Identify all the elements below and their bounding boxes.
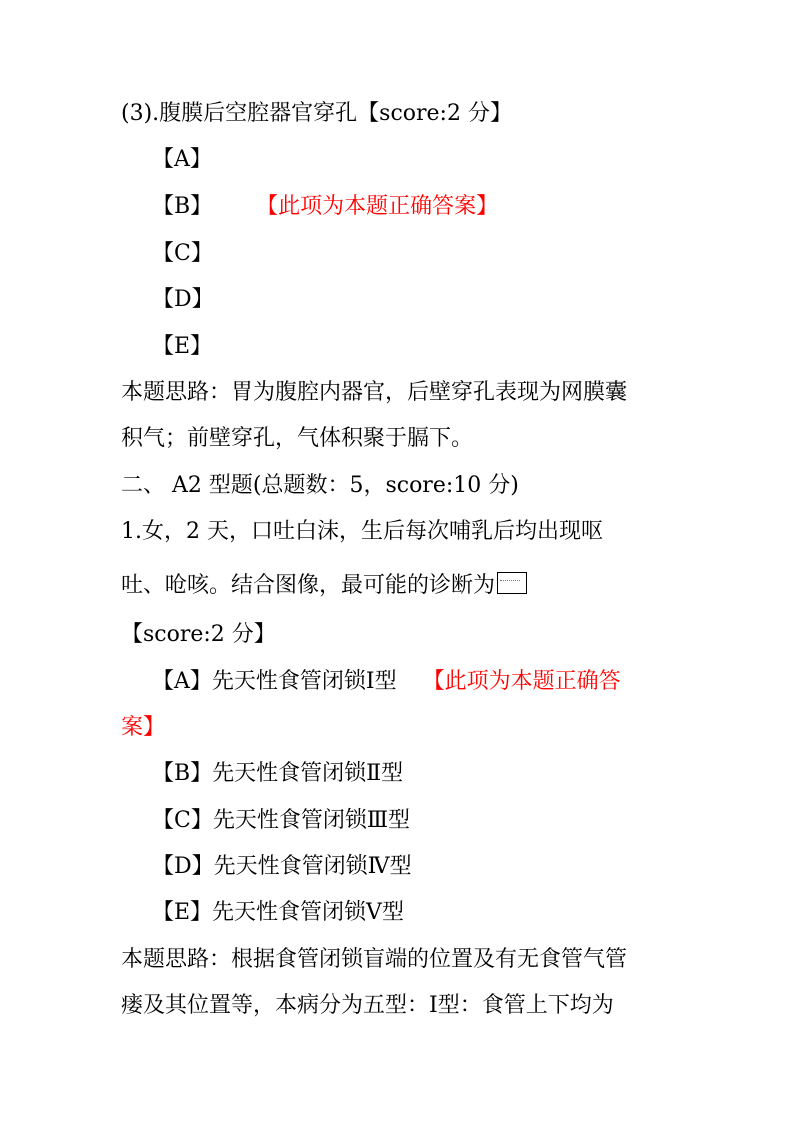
option-text: 【B】先天性食管闭锁Ⅱ型: [152, 761, 404, 786]
image-thumbnail-icon[interactable]: [497, 572, 527, 594]
option-label: 【A】: [152, 147, 212, 172]
section-heading: [121, 471, 519, 501]
question-stem-text: 吐、呛咳。结合图像，最可能的诊断为: [121, 573, 496, 598]
option-text: 【C】先天性食管闭锁Ⅲ型: [152, 808, 411, 833]
question-1-option-b: [152, 759, 403, 789]
option-text: 【E】先天性食管闭锁Ⅴ型: [152, 900, 404, 925]
question-3-option-d: [152, 285, 214, 315]
question-3-option-e: [152, 332, 212, 362]
score-text: 【score:2 分】: [121, 622, 276, 647]
question-1-option-a-continued: [121, 713, 165, 743]
question-1-stem-line-2: [121, 571, 527, 601]
section-heading-text: 二、 A2 型题(总题数：5，score:10 分): [121, 473, 519, 498]
question-1-stem-line-1: [121, 517, 603, 547]
option-label: 【D】: [152, 287, 214, 312]
correct-answer-mark: 【此项为本题正确答: [422, 669, 621, 694]
correct-answer-mark: 案】: [121, 715, 166, 740]
question-1-option-d: [152, 852, 412, 882]
option-text: 【D】先天性食管闭锁Ⅳ型: [152, 854, 412, 879]
analysis-text: 积气；前壁穿孔，气体积聚于膈下。: [121, 426, 474, 451]
question-3-stem-text: (3).腹膜后空腔器官穿孔【score:2 分】: [121, 101, 512, 126]
option-label: 【C】: [152, 241, 213, 266]
option-label: 【B】: [152, 194, 213, 219]
question-1-option-a: [152, 667, 621, 697]
option-text: 【A】先天性食管闭锁Ⅰ型: [152, 669, 397, 694]
question-3-stem: [121, 99, 512, 129]
option-label: 【E】: [152, 334, 213, 359]
question-1-option-e: [152, 898, 404, 928]
analysis-text: 瘘及其位置等，本病分为五型：Ⅰ型：食管上下均为: [121, 993, 614, 1018]
question-3-option-c: [152, 239, 213, 269]
question-1-analysis-line-1: [121, 945, 627, 975]
correct-answer-mark: 【此项为本题正确答案】: [256, 194, 499, 219]
question-3-analysis-line-2: [121, 424, 473, 454]
question-3-option-a: [152, 145, 212, 175]
question-3-analysis-line-1: [121, 378, 627, 408]
question-1-option-c: [152, 806, 410, 836]
analysis-text: 本题思路：胃为腹腔内器官，后壁穿孔表现为网膜囊: [121, 380, 628, 405]
question-1-analysis-line-2: [121, 991, 614, 1021]
question-3-option-b: [152, 192, 498, 222]
question-1-score: [121, 620, 276, 650]
analysis-text: 本题思路：根据食管闭锁盲端的位置及有无食管气管: [121, 947, 628, 972]
question-stem-text: 1.女，2 天，口吐白沫，生后每次哺乳后均出现呕: [121, 519, 603, 544]
